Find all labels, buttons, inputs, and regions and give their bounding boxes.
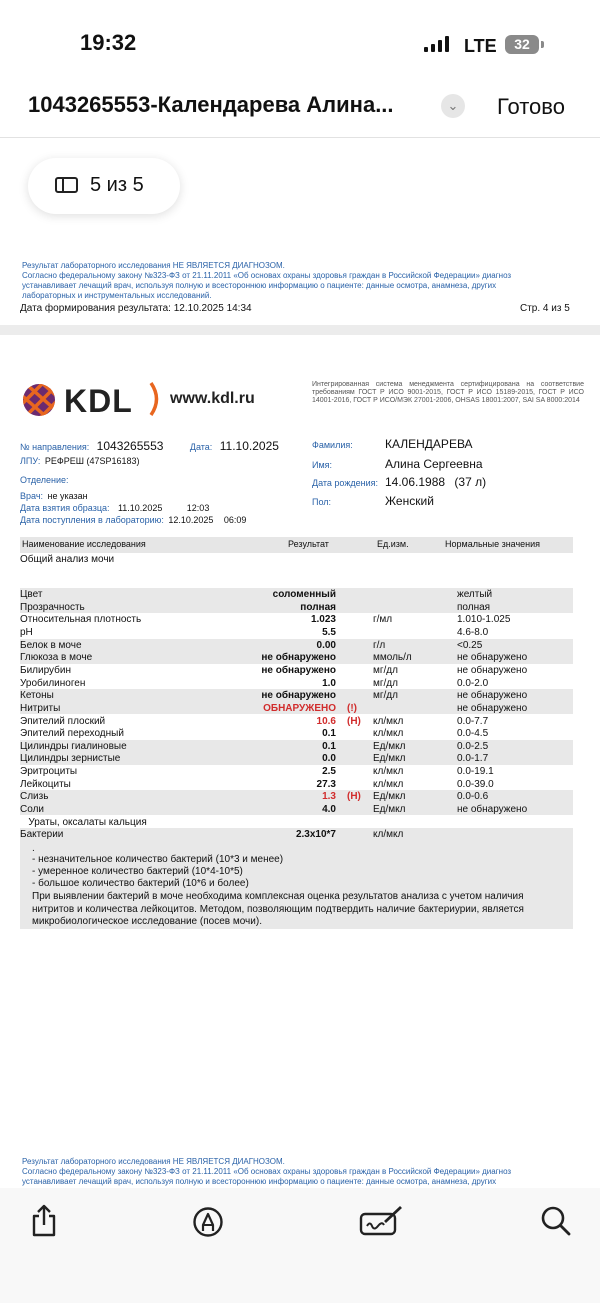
- test-result: 2.5: [322, 766, 336, 778]
- doctor-value: не указан: [47, 491, 88, 501]
- test-result: 0.1: [322, 740, 336, 752]
- kdl-logo: [22, 378, 322, 426]
- result-date: Дата формирования результата: 12.10.2025 14:34: [20, 303, 252, 314]
- test-name: Кетоны: [20, 690, 54, 702]
- notice-line: Согласно федеральному закону №323-ФЗ от 21.11.2011 «Об основах охраны здоровья граждан в Российской Федерации» диагноз: [22, 271, 512, 280]
- sample-date-label: Дата взятия образца:: [20, 503, 110, 513]
- header-unit: Ед.изм.: [377, 539, 409, 549]
- test-name: Цилиндры гиалиновые: [20, 740, 127, 752]
- test-name: Соли: [20, 804, 44, 816]
- received-date-block: [20, 510, 246, 528]
- test-unit: г/мл: [373, 614, 393, 626]
- doctor-label: Врач:: [20, 491, 44, 501]
- page-indicator-label: 5 из 5: [90, 174, 144, 196]
- name-value: Алина Сергеевна: [385, 457, 483, 471]
- bacteria-note: При выявлении бактерий в моче необходима комплексная оценка результатов анализа с учетом наличия: [32, 891, 524, 902]
- table-row: [20, 829, 573, 842]
- notice-line: Результат лабораторного исследования НЕ ЯВЛЯЕТСЯ ДИАГНОЗОМ.: [22, 261, 285, 270]
- logo-text: KDL: [64, 383, 133, 419]
- sex-value: Женский: [385, 494, 434, 508]
- test-name: pH: [20, 626, 33, 638]
- result-flag: (H): [347, 715, 361, 727]
- received-date-label: Дата поступления в лабораторию:: [20, 515, 164, 525]
- table-row: [20, 753, 573, 766]
- lpu-label: ЛПУ:: [20, 456, 41, 466]
- table-row: [20, 627, 573, 640]
- test-result: не обнаружено: [261, 690, 336, 702]
- page-number: Стр. 4 из 5: [520, 303, 570, 314]
- logo-bracket-icon: [148, 381, 164, 417]
- test-unit: ммоль/л: [373, 652, 412, 664]
- table-row: [20, 703, 573, 716]
- test-unit: кл/мкл: [373, 728, 404, 740]
- test-norm: 0.0-2.0: [457, 677, 489, 689]
- bacteria-note: - большое количество бактерий (10*6 и более): [32, 878, 249, 889]
- received-time: 06:09: [223, 515, 247, 525]
- page-indicator[interactable]: [28, 158, 180, 214]
- test-norm: 0.0-4.5: [457, 728, 489, 740]
- referral-label: № направления:: [20, 442, 90, 452]
- table-row: [20, 602, 573, 615]
- test-norm: полная: [457, 601, 491, 613]
- date-label: Дата:: [189, 442, 213, 452]
- kdl-logo-mark: [22, 382, 62, 418]
- test-norm: не обнаружено: [457, 690, 528, 702]
- table-row: [20, 741, 573, 754]
- result-flag: (H): [347, 791, 361, 803]
- test-name: Относительная плотность: [20, 614, 142, 626]
- done-button[interactable]: Готово: [497, 94, 565, 119]
- test-norm: 0.0-2.5: [457, 740, 489, 752]
- test-result: не обнаружено: [261, 664, 336, 676]
- test-norm: <0.25: [457, 639, 483, 651]
- table-row: [20, 589, 573, 602]
- patient-age: (37 л): [454, 475, 487, 489]
- bacteria-note: нитритов и количества лейкоцитов. Методом, позволяющим подтвердить наличие бактериурии, является: [32, 904, 524, 915]
- test-name: Цвет: [20, 589, 43, 600]
- test-unit: мг/дл: [373, 664, 398, 676]
- notice-line: Результат лабораторного исследования НЕ ЯВЛЯЕТСЯ ДИАГНОЗОМ.: [22, 1157, 285, 1166]
- test-result: полная: [300, 601, 336, 613]
- test-unit: г/л: [373, 639, 386, 651]
- test-name: Эпителий переходный: [20, 728, 124, 740]
- test-norm: желтый: [457, 589, 493, 600]
- table-row: [20, 678, 573, 691]
- chevron-down-icon[interactable]: ⌄: [441, 94, 465, 118]
- table-row: [20, 652, 573, 665]
- share-icon[interactable]: [30, 1204, 58, 1238]
- signal-icon: [424, 36, 454, 52]
- sample-date: 11.10.2025: [117, 503, 163, 513]
- table-row: [20, 791, 573, 804]
- test-group-title: Общий анализ мочи: [20, 554, 115, 565]
- table-row: [20, 766, 573, 779]
- test-result: не обнаружено: [261, 652, 336, 664]
- test-result: 1.3: [322, 791, 336, 803]
- surname-value: КАЛЕНДАРЕВА: [385, 437, 473, 451]
- test-result: 5.5: [322, 626, 336, 638]
- table-row: [20, 804, 573, 817]
- notice-line: устанавливает лечащий врач, используя полную и всестороннюю информацию о пациенте: данные осмотра, анамнеза, других: [22, 281, 497, 290]
- test-result: 1.023: [310, 614, 336, 626]
- test-unit: кл/мкл: [373, 829, 404, 841]
- surname-label: Фамилия:: [312, 440, 353, 450]
- bacteria-note: - умеренное количество бактерий (10*4-10*5): [32, 866, 243, 877]
- test-name: Эпителий плоский: [20, 715, 106, 727]
- test-name: Билирубин: [20, 664, 71, 676]
- result-flag: (!): [347, 702, 357, 714]
- test-norm: 0.0-19.1: [457, 766, 494, 778]
- table-row: [20, 716, 573, 729]
- test-result: 27.3: [316, 778, 336, 790]
- markup-icon[interactable]: [192, 1206, 224, 1238]
- received-date: 12.10.2025: [168, 515, 214, 525]
- test-name: Бактерии: [20, 829, 64, 841]
- referral-number: 1043265553: [96, 439, 164, 453]
- referral-date: 11.10.2025: [219, 439, 279, 453]
- document-title[interactable]: 1043265553-Календарева Алина...: [28, 92, 394, 117]
- test-unit: мг/дл: [373, 677, 398, 689]
- test-unit: Ед/мкл: [373, 804, 406, 816]
- bottom-disclaimer-notice: [22, 1157, 511, 1187]
- test-norm: 4.6-8.0: [457, 626, 489, 638]
- test-norm: не обнаружено: [457, 702, 528, 714]
- test-unit: Ед/мкл: [373, 753, 406, 765]
- network-type: LTE: [464, 36, 497, 56]
- website-label: www.kdl.ru: [170, 390, 255, 407]
- test-result: 2.3x10*7: [295, 829, 336, 841]
- table-row: [20, 817, 573, 830]
- table-row: [20, 728, 573, 741]
- test-name: Белок в моче: [20, 639, 82, 651]
- search-icon[interactable]: [540, 1205, 572, 1237]
- test-name: Слизь: [20, 791, 49, 803]
- test-name: Прозрачность: [20, 601, 85, 613]
- status-time: 19:32: [80, 30, 137, 55]
- birth-date: 14.06.1988: [385, 475, 446, 489]
- test-unit: Ед/мкл: [373, 740, 406, 752]
- sidebar-icon: [55, 177, 78, 193]
- test-result: 0.1: [322, 728, 336, 740]
- nav-divider: [0, 137, 600, 138]
- test-unit: кл/мкл: [373, 766, 404, 778]
- bottom-toolbar: [0, 1188, 600, 1303]
- table-row: [20, 690, 573, 703]
- name-label: Имя:: [312, 460, 333, 470]
- test-result: 10.6: [316, 715, 336, 727]
- bacteria-note: .: [32, 843, 35, 854]
- test-name: Эритроциты: [20, 766, 78, 778]
- table-header: [20, 537, 573, 553]
- certification-text: Интегрированная система менеджмента сертифицирована на соответствие требованиям ГОСТ Р ИСО 9001-2015, ГОСТ Р ИСО 15189-2015, ГОСТ Р ИСО 14001-2016, ГОСТ Р ИСО/МЭК 27001-2006, OHSAS 18001:2007, SAI SA 8000:2014: [312, 381, 584, 405]
- department-label: Отделение:: [20, 475, 69, 485]
- notice-line: лабораторных и инструментальных исследований.: [22, 291, 212, 300]
- disclaimer-notice: [22, 261, 511, 301]
- header-result: Результат: [288, 539, 329, 549]
- bacteria-note: микробиологическое исследование (посев мочи).: [32, 916, 262, 927]
- test-unit: мг/дл: [373, 690, 398, 702]
- lpu-value: РЕФРЕШ (47SP16183): [44, 456, 140, 466]
- test-result: 1.0: [322, 677, 336, 689]
- birth-label: Дата рождения:: [312, 478, 378, 488]
- test-norm: 0.0-0.6: [457, 791, 489, 803]
- test-result: 4.0: [322, 804, 336, 816]
- sample-time: 12:03: [186, 503, 210, 513]
- battery-tip: [541, 41, 544, 48]
- header-name: Наименование исследования: [22, 539, 146, 549]
- header-norm: Нормальные значения: [445, 539, 541, 549]
- test-unit: кл/мкл: [373, 778, 404, 790]
- test-norm: 0.0-1.7: [457, 753, 489, 765]
- lpu-block: [20, 451, 140, 469]
- test-name: Уробилиноген: [20, 677, 86, 689]
- battery-icon: 32: [505, 35, 539, 54]
- table-row: [20, 614, 573, 627]
- test-norm: не обнаружено: [457, 652, 528, 664]
- test-norm: 0.0-39.0: [457, 778, 494, 790]
- page-separator: [0, 325, 600, 335]
- notice-line: Согласно федеральному закону №323-ФЗ от 21.11.2011 «Об основах охраны здоровья граждан в Российской Федерации» диагноз: [22, 1167, 512, 1176]
- test-norm: 0.0-7.7: [457, 715, 489, 727]
- test-norm: не обнаружено: [457, 664, 528, 676]
- sex-label: Пол:: [312, 497, 332, 507]
- test-name: Глюкоза в моче: [20, 652, 93, 664]
- notice-line: устанавливает лечащий врач, используя полную и всестороннюю информацию о пациенте: данные осмотра, анамнеза, других: [22, 1177, 497, 1186]
- test-name: Нитриты: [20, 702, 61, 714]
- signature-icon[interactable]: [359, 1204, 405, 1238]
- test-result: соломенный: [272, 589, 336, 600]
- test-norm: 1.010-1.025: [457, 614, 511, 626]
- test-result: ОБНАРУЖЕНО: [263, 702, 336, 714]
- birth-value: [385, 475, 486, 489]
- test-name: Лейкоциты: [20, 778, 71, 790]
- test-result: 0.00: [316, 639, 336, 651]
- test-name: Ураты, оксалаты кальция: [20, 816, 147, 828]
- table-row: [20, 779, 573, 792]
- test-name: Цилиндры зернистые: [20, 753, 121, 765]
- test-unit: Ед/мкл: [373, 791, 406, 803]
- test-norm: не обнаружено: [457, 804, 528, 816]
- test-unit: кл/мкл: [373, 715, 404, 727]
- table-row: [20, 640, 573, 653]
- table-row: [20, 665, 573, 678]
- test-result: 0.0: [322, 753, 336, 765]
- bacteria-note: - незначительное количество бактерий (10*3 и менее): [32, 854, 284, 865]
